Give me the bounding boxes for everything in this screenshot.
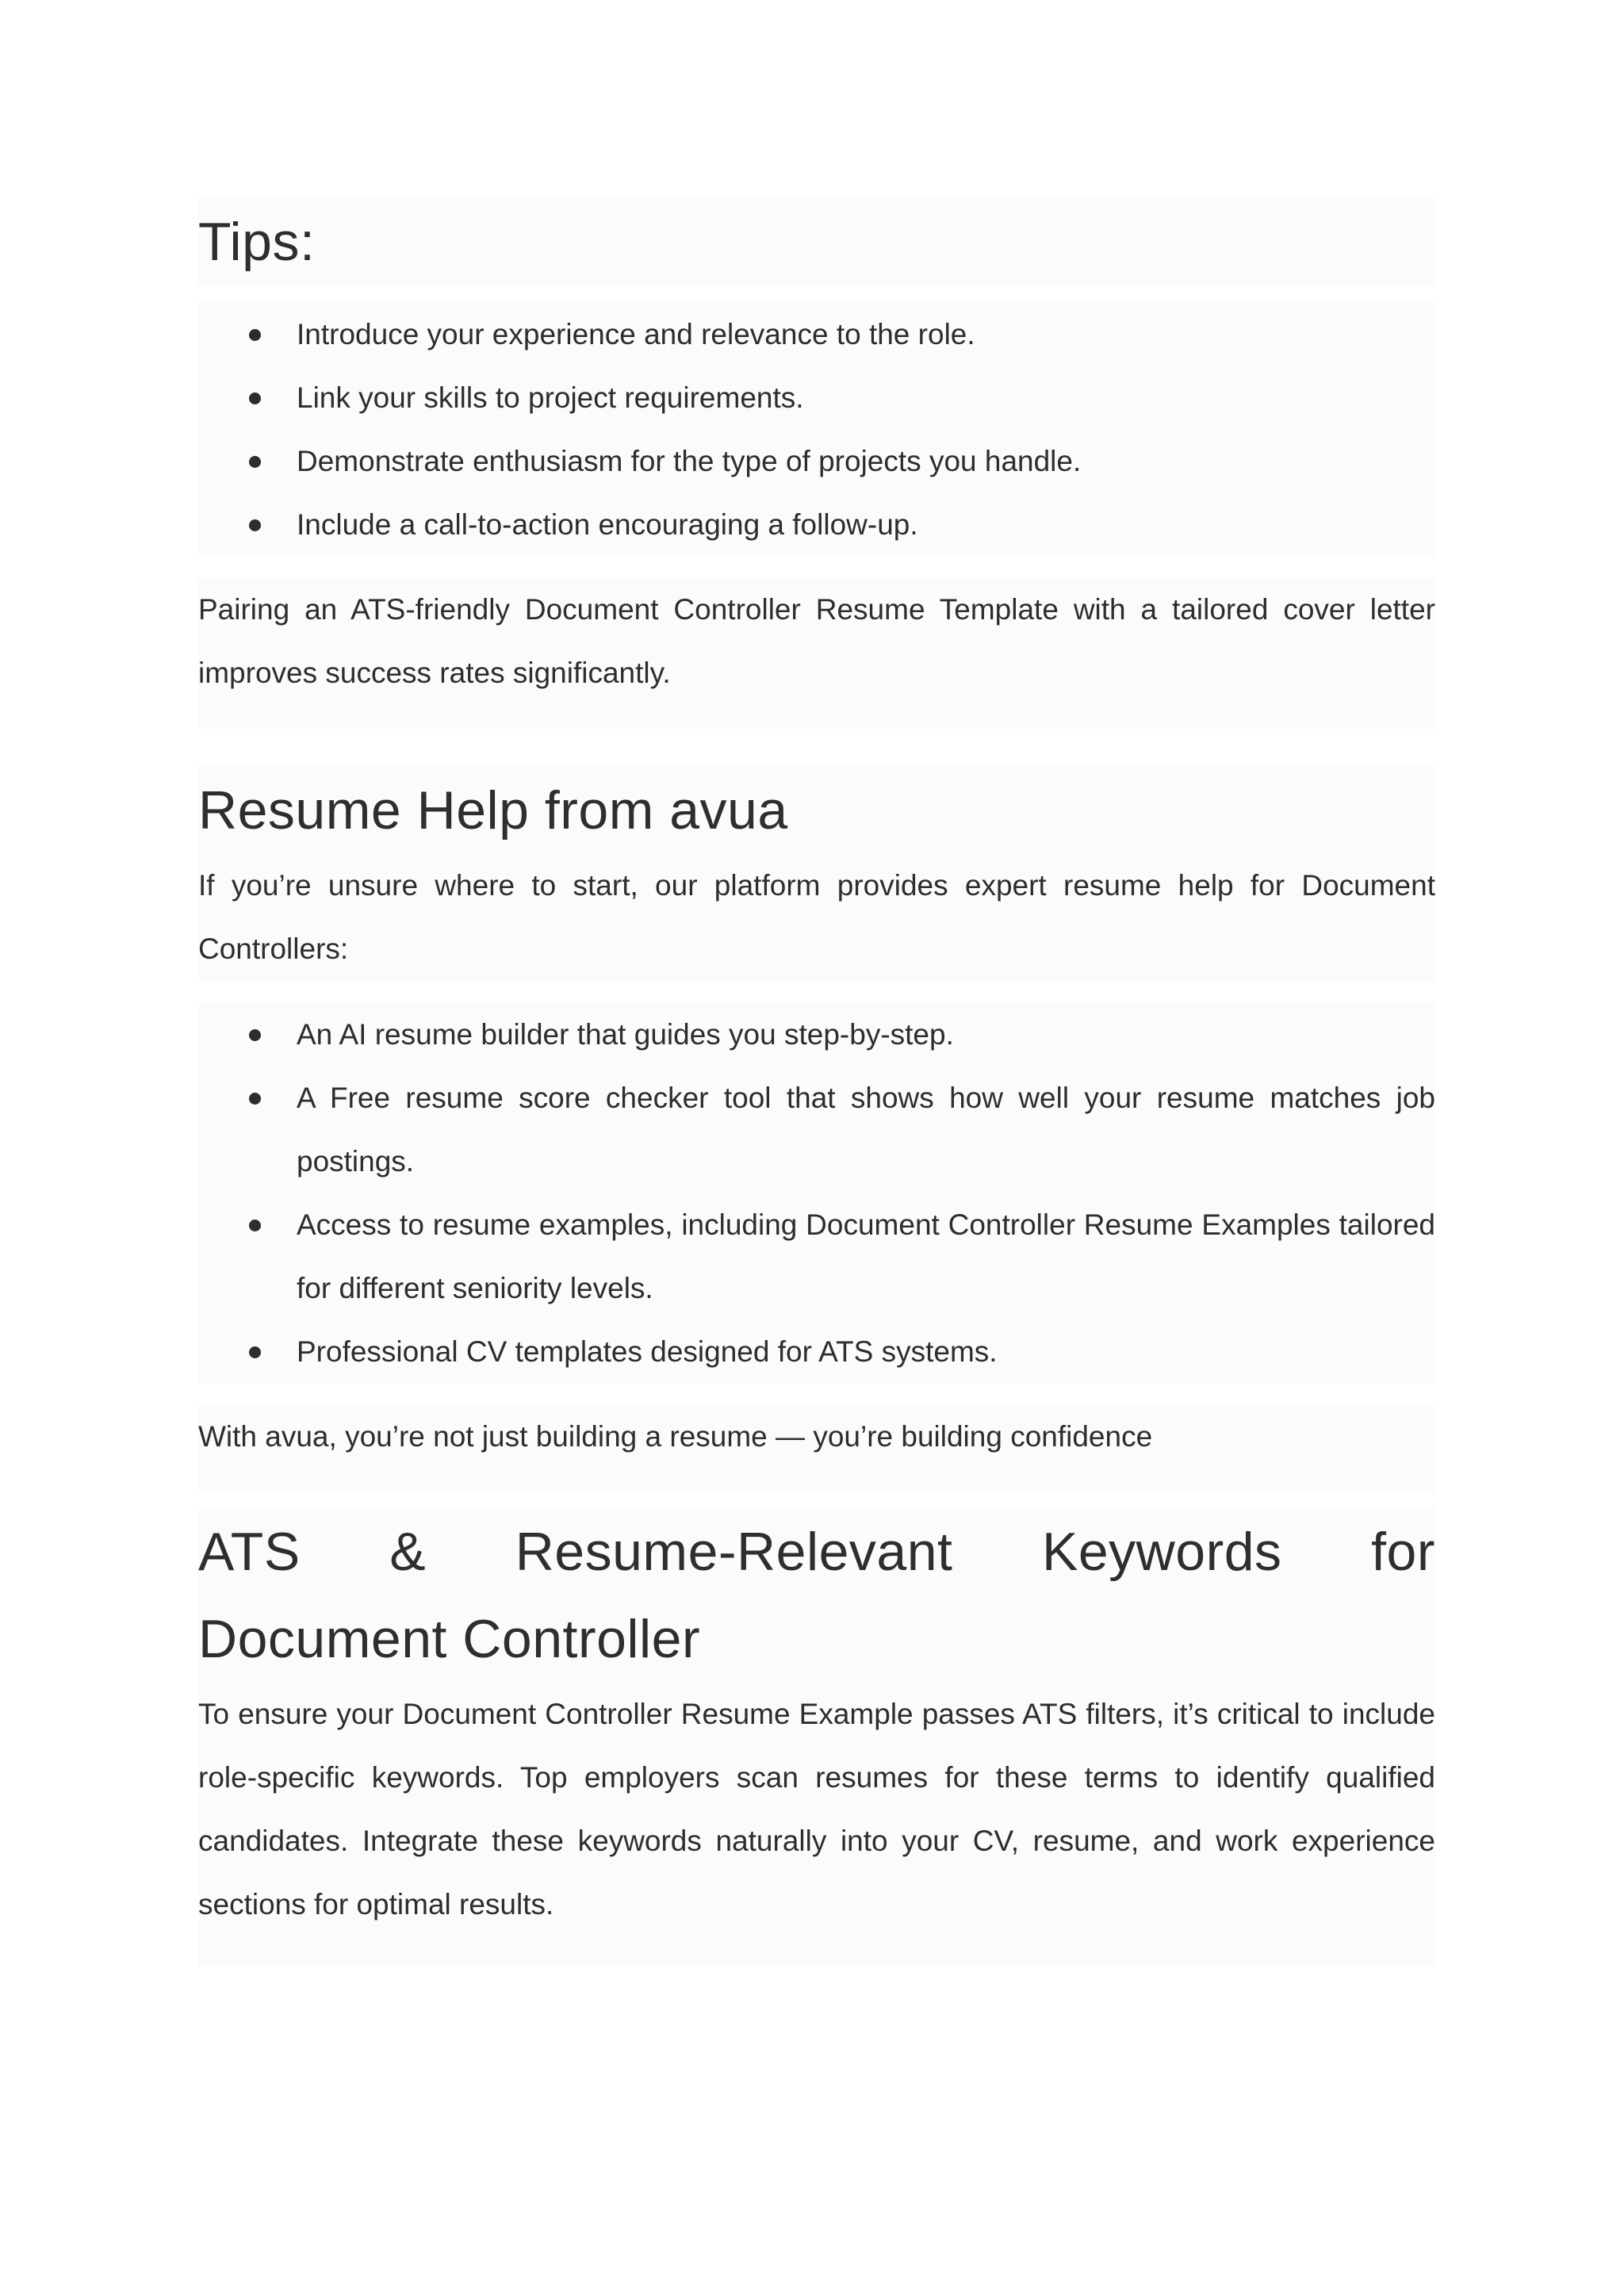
ats-heading-word: Resume-Relevant bbox=[515, 1522, 953, 1582]
ats-heading-block bbox=[198, 1508, 1435, 1683]
ats-heading bbox=[198, 1508, 1435, 1683]
help-intro-paragraph: If you’re unsure where to start, our platform provides expert resume help for Document Controllers: bbox=[198, 869, 1435, 965]
ats-heading-line1 bbox=[198, 1508, 1435, 1595]
help-closing-paragraph: With avua, you’re not just building a resume — you’re building confidence bbox=[198, 1420, 1153, 1453]
help-list bbox=[198, 1003, 1435, 1384]
help-closing-block bbox=[198, 1405, 1435, 1492]
tips-list bbox=[198, 303, 1435, 557]
list-item: Include a call-to-action encouraging a follow-up. bbox=[198, 493, 1435, 557]
ats-heading-word: & bbox=[389, 1522, 427, 1582]
tips-heading-block bbox=[198, 198, 1435, 285]
tips-list-block bbox=[198, 303, 1435, 557]
help-heading: Resume Help from avua bbox=[198, 780, 788, 841]
list-item: Link your skills to project requirements. bbox=[198, 366, 1435, 430]
help-heading-block bbox=[198, 767, 1435, 854]
tips-heading: Tips: bbox=[198, 212, 316, 272]
ats-body-paragraph: To ensure your Document Controller Resume Example passes ATS filters, it’s critical to include role-specific keywords. Top employers scan resumes for these terms to identify qualified candidates. Integrate these keywords naturally into your CV, resume, and work experience sections for optimal results. bbox=[198, 1698, 1435, 1921]
ats-heading-word: Keywords bbox=[1041, 1522, 1282, 1582]
tips-closing-paragraph: Pairing an ATS-friendly Document Controller Resume Template with a tailored cover letter improves success rates significantly. bbox=[198, 593, 1435, 689]
list-item: Introduce your experience and relevance to the role. bbox=[198, 303, 1435, 366]
list-item: Access to resume examples, including Document Controller Resume Examples tailored for different seniority levels. bbox=[198, 1193, 1435, 1320]
help-list-block bbox=[198, 1003, 1435, 1384]
list-item: Demonstrate enthusiasm for the type of projects you handle. bbox=[198, 430, 1435, 493]
list-item: Professional CV templates designed for ATS systems. bbox=[198, 1320, 1435, 1384]
tips-closing-block bbox=[198, 578, 1435, 729]
ats-heading-word: ATS bbox=[198, 1522, 301, 1582]
ats-heading-word: for bbox=[1371, 1522, 1435, 1582]
ats-heading-line2: Document Controller bbox=[198, 1609, 701, 1669]
list-item: A Free resume score checker tool that shows how well your resume matches job postings. bbox=[198, 1067, 1435, 1193]
document-page bbox=[198, 198, 1435, 1967]
list-item: An AI resume builder that guides you step-by-step. bbox=[198, 1003, 1435, 1067]
help-intro-block bbox=[198, 854, 1435, 981]
ats-body-block bbox=[198, 1683, 1435, 1967]
